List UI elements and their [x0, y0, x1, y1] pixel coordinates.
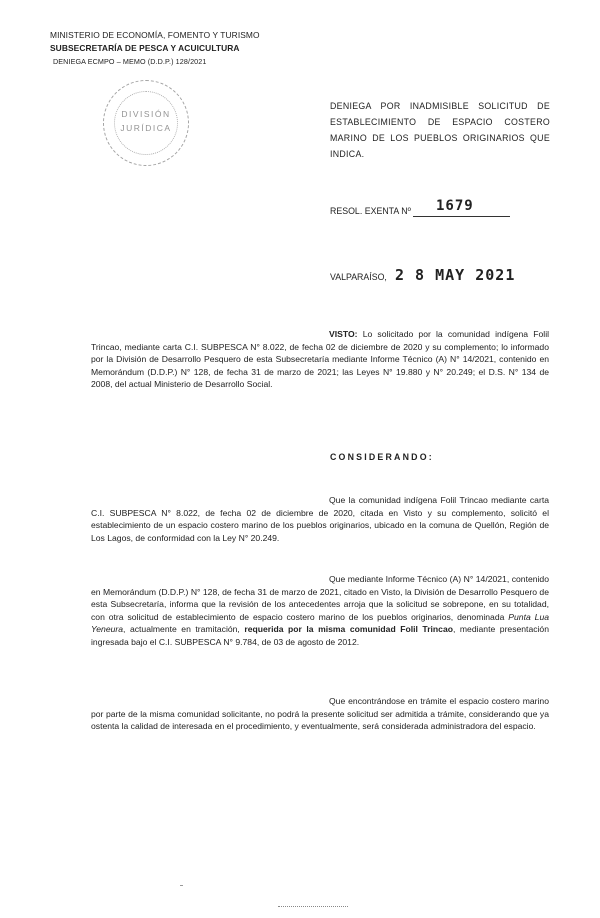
ministry-name: MINISTERIO DE ECONOMÍA, FOMENTO Y TURISMO [50, 30, 260, 40]
considerando-paragraph-1: Que la comunidad indígena Folil Trincao mediante carta C.I. SUBPESCA N° 8.022, de fecha 02 de diciembre de 2020, citada en Visto y su complemento, solicitó el establecimiento de un espacio costero marino de los pueblos originarios, ubicado en la comuna de Quellón, Región de Los Lagos, de conformidad con la Ley N° 20.249. [91, 495, 549, 543]
stamp-line1: DIVISIÓN [121, 109, 171, 119]
date-stamp: 2 8 MAY 2021 [395, 266, 516, 284]
visto-paragraph [91, 328, 549, 391]
document-reference: DENIEGA ECMPO – MEMO (D.D.P.) 128/2021 [53, 57, 207, 66]
p2-text-c: , mediante presentación ingresada bajo el C.I. SUBPESCA N° 9.784, de 03 de agosto de 2012. [91, 624, 549, 647]
division-juridica-stamp [103, 80, 189, 166]
considerando-paragraph-3: Que encontrándose en trámite el espacio costero marino por parte de la misma comunidad solicitante, no podrá la presente solicitud ser admitida a trámite, considerando que ya ostenta la calidad de interesada en el procedimiento, y eventualmente, será considerada administradora del espacio. [91, 696, 549, 732]
subsecretaria-name: SUBSECRETARÍA DE PESCA Y ACUICULTURA [50, 43, 240, 53]
visto-text: Lo solicitado por la comunidad indígena Folil Trincao, mediante carta C.I. SUBPESCA N° 8.022, de fecha 02 de diciembre de 2020 y su complemento; lo informado por la División de Desarrollo Pesquero de esta Subsecretaría mediante Informe Técnico (A) N° 14/2021, contenido en Memorándum (D.D.P.) N° 128, de fecha 31 de marzo de 2021; las Leyes N° 19.880 y N° 20.249; el D.S. N° 134 de 2008, del actual Ministerio de Desarrollo Social. [91, 329, 550, 390]
resol-number-line [413, 216, 510, 217]
p2-text-a: Que mediante Informe Técnico (A) N° 14/2021, contenido en Memorándum (D.D.P.) N° 128, de fecha 31 de marzo de 2021, citado en Visto, la División de Desarrollo Pesquero de esta Subsecretaría, informa que la revisión de los antecedentes arroja que la solicitud se sobrepone, en su totalidad, con otra solicitud de establecimiento de espacio costero marino de los pueblos originarios, denominada [91, 574, 549, 622]
place: VALPARAÍSO, [330, 272, 387, 282]
p2-italic-name: Punta Lua Yeneura [91, 611, 549, 635]
stamp-line2: JURÍDICA [120, 123, 172, 133]
resol-label: RESOL. EXENTA Nº [330, 206, 411, 216]
considerando-paragraph-2 [91, 573, 549, 649]
resol-number: 1679 [436, 198, 474, 214]
p2-bold-text: requerida por la misma comunidad Folil Trincao [244, 624, 453, 635]
margin-mark [180, 885, 183, 886]
resolution-title: DENIEGA POR INADMISIBLE SOLICITUD DE ESTABLECIMIENTO DE ESPACIO COSTERO MARINO DE LOS PUEBLOS ORIGINARIOS QUE INDICA. [330, 101, 550, 159]
considerando-heading: CONSIDERANDO: [330, 452, 434, 462]
visto-label: VISTO: [329, 329, 358, 339]
p2-text-b: , actualmente en tramitación, [123, 624, 245, 635]
page-footer-mark [278, 906, 348, 909]
